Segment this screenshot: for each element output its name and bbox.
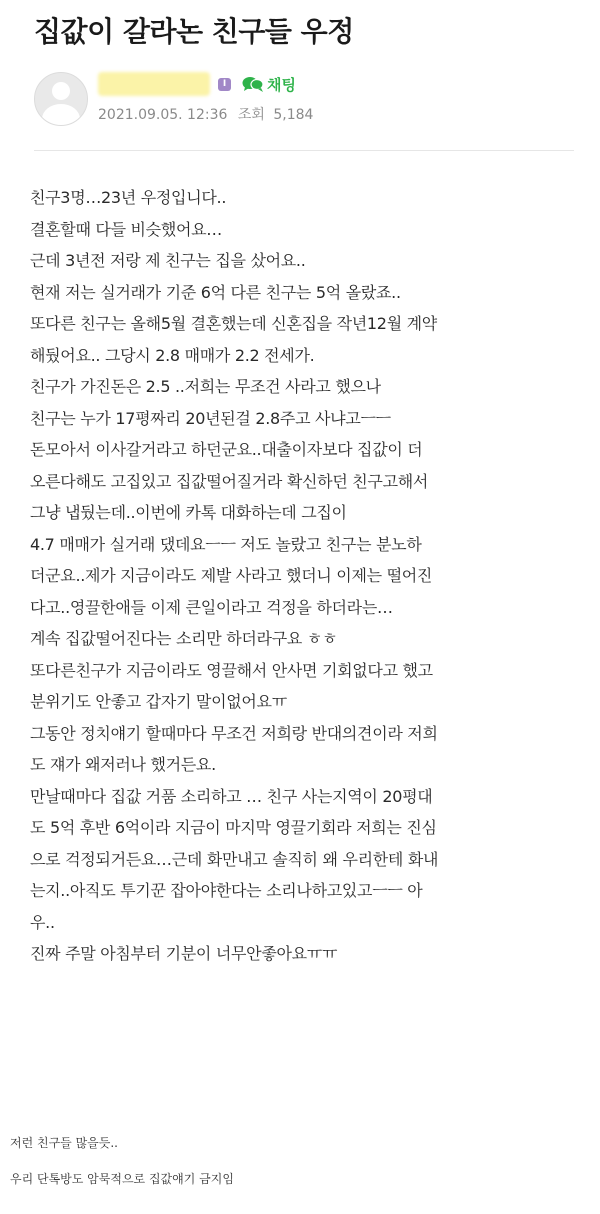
body-line: 도 5억 후반 6억이라 지금이 마지막 영끌기회라 저희는 진심 (30, 818, 437, 837)
post-meta (98, 104, 313, 124)
body-line: 현재 저는 실거래가 기준 6억 다른 친구는 5억 올랐죠.. (30, 282, 401, 302)
header-divider (34, 150, 574, 151)
member-level-badge: I (218, 78, 231, 91)
body-line: 4.7 매매가 실거래 댔데요ㅡㅡ 저도 놀랐고 친구는 분노하 (30, 534, 422, 554)
chat-label: 채팅 (267, 75, 296, 94)
body-line: 도 쟤가 왜저러나 했거든요. (30, 755, 216, 774)
body-line: 또다른친구가 지금이라도 영끌해서 안사면 기회없다고 했고 (30, 660, 433, 680)
avatar[interactable] (34, 72, 88, 126)
body-line: 더군요..제가 지금이라도 제발 사라고 했더니 이제는 떨어진 (30, 566, 433, 585)
body-line: 분위기도 안좋고 갑자기 말이없어요ㅠ (30, 692, 287, 711)
body-line: 는지..아직도 투기꾼 잡아야한다는 소리나하고있고ㅡㅡ 아 (30, 881, 423, 900)
view-count: 5,184 (273, 107, 314, 123)
body-line: 다고..영끌한애들 이제 큰일이라고 걱정을 하더라는… (30, 597, 393, 617)
body-line: 친구3명…23년 우정입니다.. (30, 188, 227, 207)
avatar-placeholder-icon (52, 82, 70, 100)
post-date: 2021.09.05. 12:36 (98, 107, 228, 123)
post-title: 집값이 갈라논 친구들 우정 (34, 15, 354, 48)
body-line: 우.. (30, 912, 55, 932)
body-line: 또다른 친구는 올해5월 결혼했는데 신혼집을 작년12월 계약 (30, 314, 437, 333)
author-info (34, 70, 574, 134)
body-line: 친구가 가진돈은 2.5 ..저희는 무조건 사라고 했으나 (30, 377, 381, 396)
body-line: 그냥 냅뒀는데..이번에 카톡 대화하는데 그집이 (30, 503, 347, 522)
post-body (30, 182, 580, 970)
comment-text: 우리 단톡방도 암묵적으로 집값얘기 금지임 (10, 1172, 234, 1186)
body-line: 으로 걱정되거든요…근데 화만내고 솔직히 왜 우리한테 화내 (30, 849, 439, 869)
body-line: 결혼할때 다들 비슷했어요… (30, 219, 222, 239)
body-line: 그동안 정치얘기 할때마다 무조건 저희랑 반대의견이라 저희 (30, 723, 438, 743)
chat-bubble-icon (242, 75, 264, 93)
body-line: 만날때마다 집값 거품 소리하고 … 친구 사는지역이 20평대 (30, 786, 433, 806)
body-line: 해뒀어요.. 그당시 2.8 매매가 2.2 전세가. (30, 345, 315, 365)
comment-text: 저런 친구들 많을듯.. (10, 1136, 118, 1150)
views-label: 조회 (237, 107, 265, 123)
body-line: 근데 3년전 저랑 제 친구는 집을 샀어요.. (30, 251, 306, 270)
body-line: 친구는 누가 17평짜리 20년된걸 2.8주고 사냐고ㅡㅡ (30, 408, 391, 428)
body-line: 진짜 주말 아침부터 기분이 너무안좋아요ㅠㅠ (30, 944, 338, 963)
body-line: 오른다해도 고집있고 집값떨어질거라 확신하던 친구고해서 (30, 471, 429, 491)
author-name-redacted[interactable] (98, 72, 210, 96)
body-line: 돈모아서 이사갈거라고 하던군요..대출이자보다 집값이 더 (30, 440, 423, 459)
chat-button[interactable] (242, 72, 296, 96)
body-line: 계속 집값떨어진다는 소리만 하더라구요 ㅎㅎ (30, 629, 338, 648)
